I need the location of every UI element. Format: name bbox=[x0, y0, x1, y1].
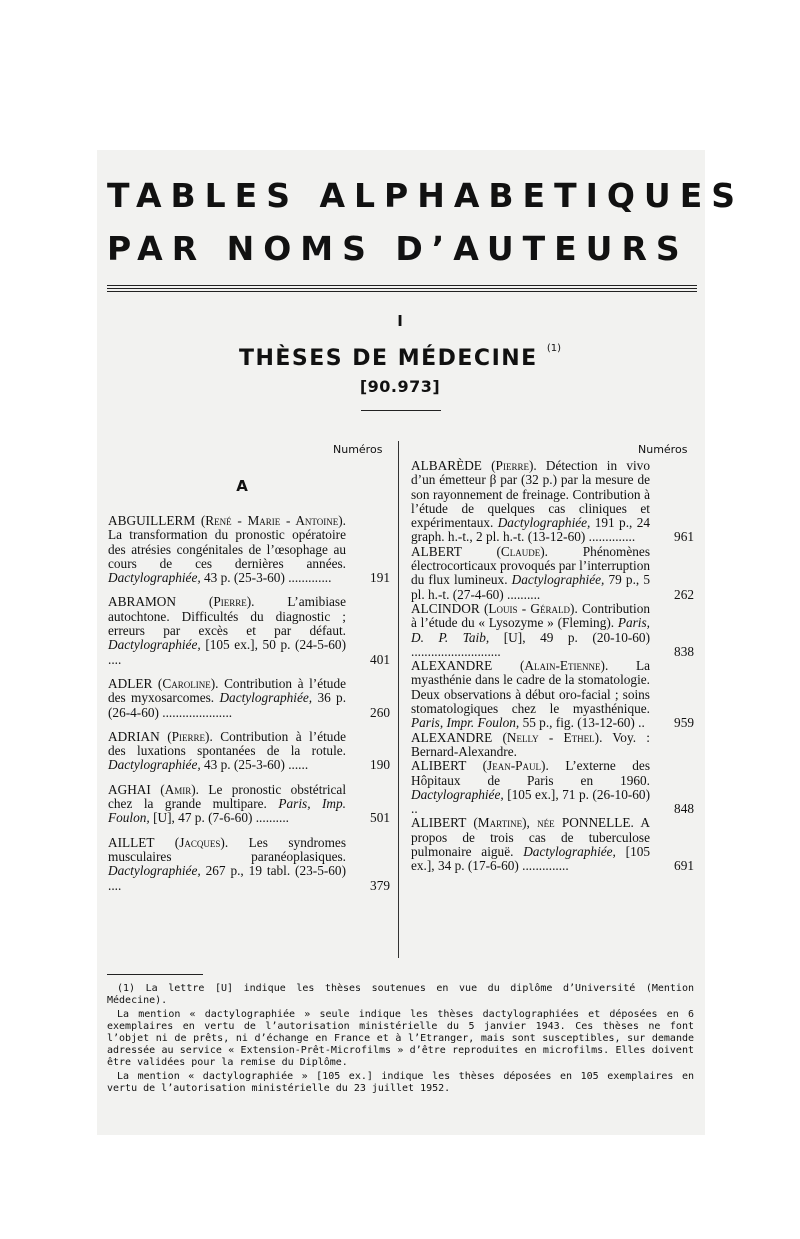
entries-left bbox=[108, 514, 390, 903]
entries-right bbox=[411, 459, 694, 874]
index-entry bbox=[108, 514, 390, 585]
publication: Dactylographiée, bbox=[497, 515, 591, 531]
footnotes bbox=[107, 983, 694, 1097]
publication: Paris, Impr. Foulon, bbox=[411, 715, 520, 731]
index-entry bbox=[108, 783, 390, 826]
section-title bbox=[0, 343, 800, 371]
thesis-title: Les syndromes musculaires paranéoplasiques. bbox=[108, 834, 346, 864]
author-name: ALBERT bbox=[411, 543, 462, 559]
thesis-details: 36 p. (26-4-60) ..................... bbox=[108, 690, 347, 720]
index-entry bbox=[411, 659, 694, 730]
entry-text bbox=[411, 816, 694, 873]
entry-number: 838 bbox=[674, 643, 694, 659]
page-title-line-1: TABLES ALPHABETIQUES bbox=[107, 176, 745, 215]
thesis-details: [105 ex.], 34 p. (17-6-60) .............. bbox=[411, 844, 651, 874]
author-name: ALCINDOR bbox=[411, 600, 480, 616]
column-divider bbox=[398, 441, 399, 958]
index-entry bbox=[108, 730, 390, 773]
author-firstname: (René - Marie - Antoine). bbox=[200, 513, 346, 528]
column-header-right: Numéros bbox=[638, 443, 688, 456]
title-rule-3 bbox=[107, 291, 697, 292]
author-name: ALIBERT bbox=[411, 815, 467, 831]
author-name: AGHAI bbox=[108, 781, 151, 797]
entry-text bbox=[108, 730, 390, 773]
thesis-title: La transformation du pronostic opératoire des atrésies congénitales de l’œsophage au cours de ces dernières années. bbox=[108, 527, 346, 571]
thesis-title: Phénomènes électrocorticaux provoqués par l’interruption du flux lumineux. bbox=[411, 543, 650, 588]
author-firstname: (Pierre). bbox=[491, 458, 537, 473]
entry-text bbox=[411, 731, 694, 760]
section-rule bbox=[361, 410, 441, 411]
thesis-details: [105 ex.], 71 p. (26-10-60) .. bbox=[411, 786, 651, 817]
title-rule-2 bbox=[107, 288, 697, 289]
thesis-details: 191 p., 24 graph. h.-t., 2 pl. h.-t. (13-12-60) .............. bbox=[411, 515, 650, 545]
index-entry bbox=[411, 816, 694, 873]
entry-text bbox=[108, 836, 390, 893]
thesis-details: 55 p., fig. (13-12-60) .. bbox=[522, 715, 645, 731]
thesis-details: 43 p. (25-3-60) ...... bbox=[204, 757, 309, 773]
author-firstname: (Alain-Etienne). bbox=[519, 658, 609, 674]
thesis-details: [U], 49 p. (20-10-60) ........................... bbox=[411, 629, 650, 659]
entry-number: 379 bbox=[370, 877, 390, 893]
author-firstname: (Jacques). bbox=[174, 834, 229, 850]
author-firstname: (Caroline). bbox=[157, 675, 219, 691]
section-number: I bbox=[397, 312, 403, 330]
author-name: ABGUILLERM bbox=[108, 513, 196, 528]
entry-text bbox=[108, 514, 390, 585]
author-name: ADLER bbox=[108, 675, 153, 691]
index-entry bbox=[108, 836, 390, 893]
index-entry bbox=[411, 602, 694, 659]
publication: Paris, D. P. Taib, bbox=[411, 615, 650, 645]
entry-text bbox=[411, 545, 694, 602]
author-name: AILLET bbox=[108, 834, 155, 850]
thesis-title: Voy. : Bernard-Alexandre. bbox=[411, 729, 650, 759]
entry-text bbox=[108, 595, 390, 666]
author-firstname: (Louis - Gérald). bbox=[483, 600, 578, 616]
footnote-rule bbox=[107, 974, 203, 975]
author-name: ALIBERT bbox=[411, 758, 467, 774]
title-rule-1 bbox=[107, 285, 697, 286]
index-entry bbox=[411, 731, 694, 760]
author-firstname: (Pierre). bbox=[208, 594, 255, 610]
thesis-title: L’externe des Hôpitaux de Paris en 1960. bbox=[411, 758, 650, 788]
author-firstname: (Jean-Paul). bbox=[482, 758, 549, 774]
thesis-title: Contribution à l’étude des myxosarcomes. bbox=[108, 675, 347, 706]
entry-number: 961 bbox=[674, 529, 694, 545]
author-firstname: (Nelly - Ethel). bbox=[502, 729, 603, 745]
thesis-title: Contribution à l’étude du « Lysozyme » (Fleming). bbox=[411, 600, 650, 631]
footnote-2: La mention « dactylographiée » seule indique les thèses dactylographiées et déposées en 6 exemplaires en vertu de l’autorisation ministérielle du 5 janvier 1943. Ces thèses ne font l’objet ni de prêts, ni d’échange en France et à l’Etranger, mais sont susceptibles, sur demande adressée au service « Extension-Prêt-Microfilms » d’être reproduites en microfilms. Elles doivent être validées pour la remise du Diplôme. bbox=[107, 1009, 694, 1068]
thesis-title: Détection in vivo d’un émetteur β par (32 p.) par la mesure de son rayonnement de freinage. Contribution à l’étude de quelques cas cliniques et expérimentaux. bbox=[411, 458, 650, 531]
publication: Dactylographiée, bbox=[108, 637, 201, 653]
entry-text bbox=[411, 659, 694, 730]
entry-number: 190 bbox=[370, 757, 390, 773]
page-title-line-2: PAR NOMS D’AUTEURS bbox=[107, 229, 689, 268]
author-name: ALEXANDRE bbox=[411, 658, 493, 674]
index-entry bbox=[411, 545, 694, 602]
footnote-3: La mention « dactylographiée » [105 ex.] indique les thèses déposées en 105 exemplaires en vertu de l’autorisation ministérielle du 23 juillet 1952. bbox=[107, 1071, 694, 1094]
publication: Dactylographiée, bbox=[511, 572, 605, 588]
author-name: ADRIAN bbox=[108, 728, 160, 744]
footnote-1: (1) La lettre [U] indique les thèses soutenues en vue du diplôme d’Université (Mention Médecine). bbox=[107, 983, 694, 1006]
entry-text bbox=[411, 602, 694, 659]
entry-number: 691 bbox=[674, 858, 694, 874]
thesis-title: Le pronostic obstétrical chez la grande multipare. bbox=[108, 781, 347, 812]
thesis-details: 79 p., 5 pl. h.-t. (27-4-60) .......... bbox=[411, 572, 651, 602]
publication: Dactylographiée, bbox=[411, 786, 504, 802]
publication: Dactylographiée, bbox=[108, 757, 201, 773]
entry-number: 959 bbox=[674, 715, 694, 731]
thesis-details: [105 ex.], 50 p. (24-5-60) .... bbox=[108, 637, 346, 667]
thesis-title: Contribution à l’étude des luxations spontanées de la rotule. bbox=[108, 728, 347, 759]
footnote-ref: (1) bbox=[546, 343, 562, 354]
thesis-details: 43 p. (25-3-60) ............. bbox=[204, 570, 332, 586]
publication: Dactylographiée, bbox=[108, 570, 201, 586]
author-firstname: (Claude). bbox=[496, 543, 548, 559]
entry-text bbox=[108, 783, 390, 826]
thesis-details: 267 p., 19 tabl. (23-5-60) .... bbox=[108, 863, 346, 893]
thesis-title: L’amibiase autochtone. Difficultés du diagnostic ; erreurs par excès et par défaut. bbox=[108, 594, 346, 639]
author-firstname: (Pierre). bbox=[167, 728, 213, 744]
index-entry bbox=[108, 677, 390, 720]
section-code: [90.973] bbox=[359, 377, 441, 396]
entry-text bbox=[411, 459, 694, 545]
publication: Dactylographiée, bbox=[108, 863, 201, 879]
entry-number: 260 bbox=[370, 704, 390, 720]
thesis-title: La myasthénie dans le cadre de la stomatologie. Deux observations à début oro-facial ; soins stomatologiques chez le myasthénique. bbox=[411, 658, 651, 717]
author-name: ALBARÈDE bbox=[411, 458, 482, 473]
section-title-text: THÈSES DE MÉDECINE bbox=[238, 346, 538, 371]
entry-number: 191 bbox=[370, 570, 390, 586]
publication: Dactylographiée, bbox=[523, 844, 616, 860]
entry-text bbox=[108, 677, 390, 720]
author-firstname: (Martine), née PONNELLE. bbox=[473, 815, 634, 831]
index-entry bbox=[108, 595, 390, 666]
thesis-details: [U], 47 p. (7-6-60) .......... bbox=[153, 810, 289, 826]
entry-number: 848 bbox=[674, 801, 694, 817]
entry-number: 401 bbox=[370, 651, 390, 667]
index-entry bbox=[411, 759, 694, 816]
author-name: ABRAMON bbox=[108, 594, 176, 610]
entry-text bbox=[411, 759, 694, 816]
letter-heading: A bbox=[236, 477, 248, 495]
author-name: ALEXANDRE bbox=[411, 729, 493, 745]
publication: Paris, Imp. Foulon, bbox=[108, 796, 347, 826]
publication: Dactylographiée, bbox=[219, 690, 313, 706]
entry-number: 262 bbox=[674, 586, 694, 602]
author-firstname: (Amir). bbox=[160, 781, 200, 797]
index-entry bbox=[411, 459, 694, 545]
column-header-left: Numéros bbox=[333, 443, 383, 456]
thesis-title: A propos de trois cas de tuberculose pulmonaire aiguë. bbox=[411, 815, 650, 860]
entry-number: 501 bbox=[370, 810, 390, 826]
